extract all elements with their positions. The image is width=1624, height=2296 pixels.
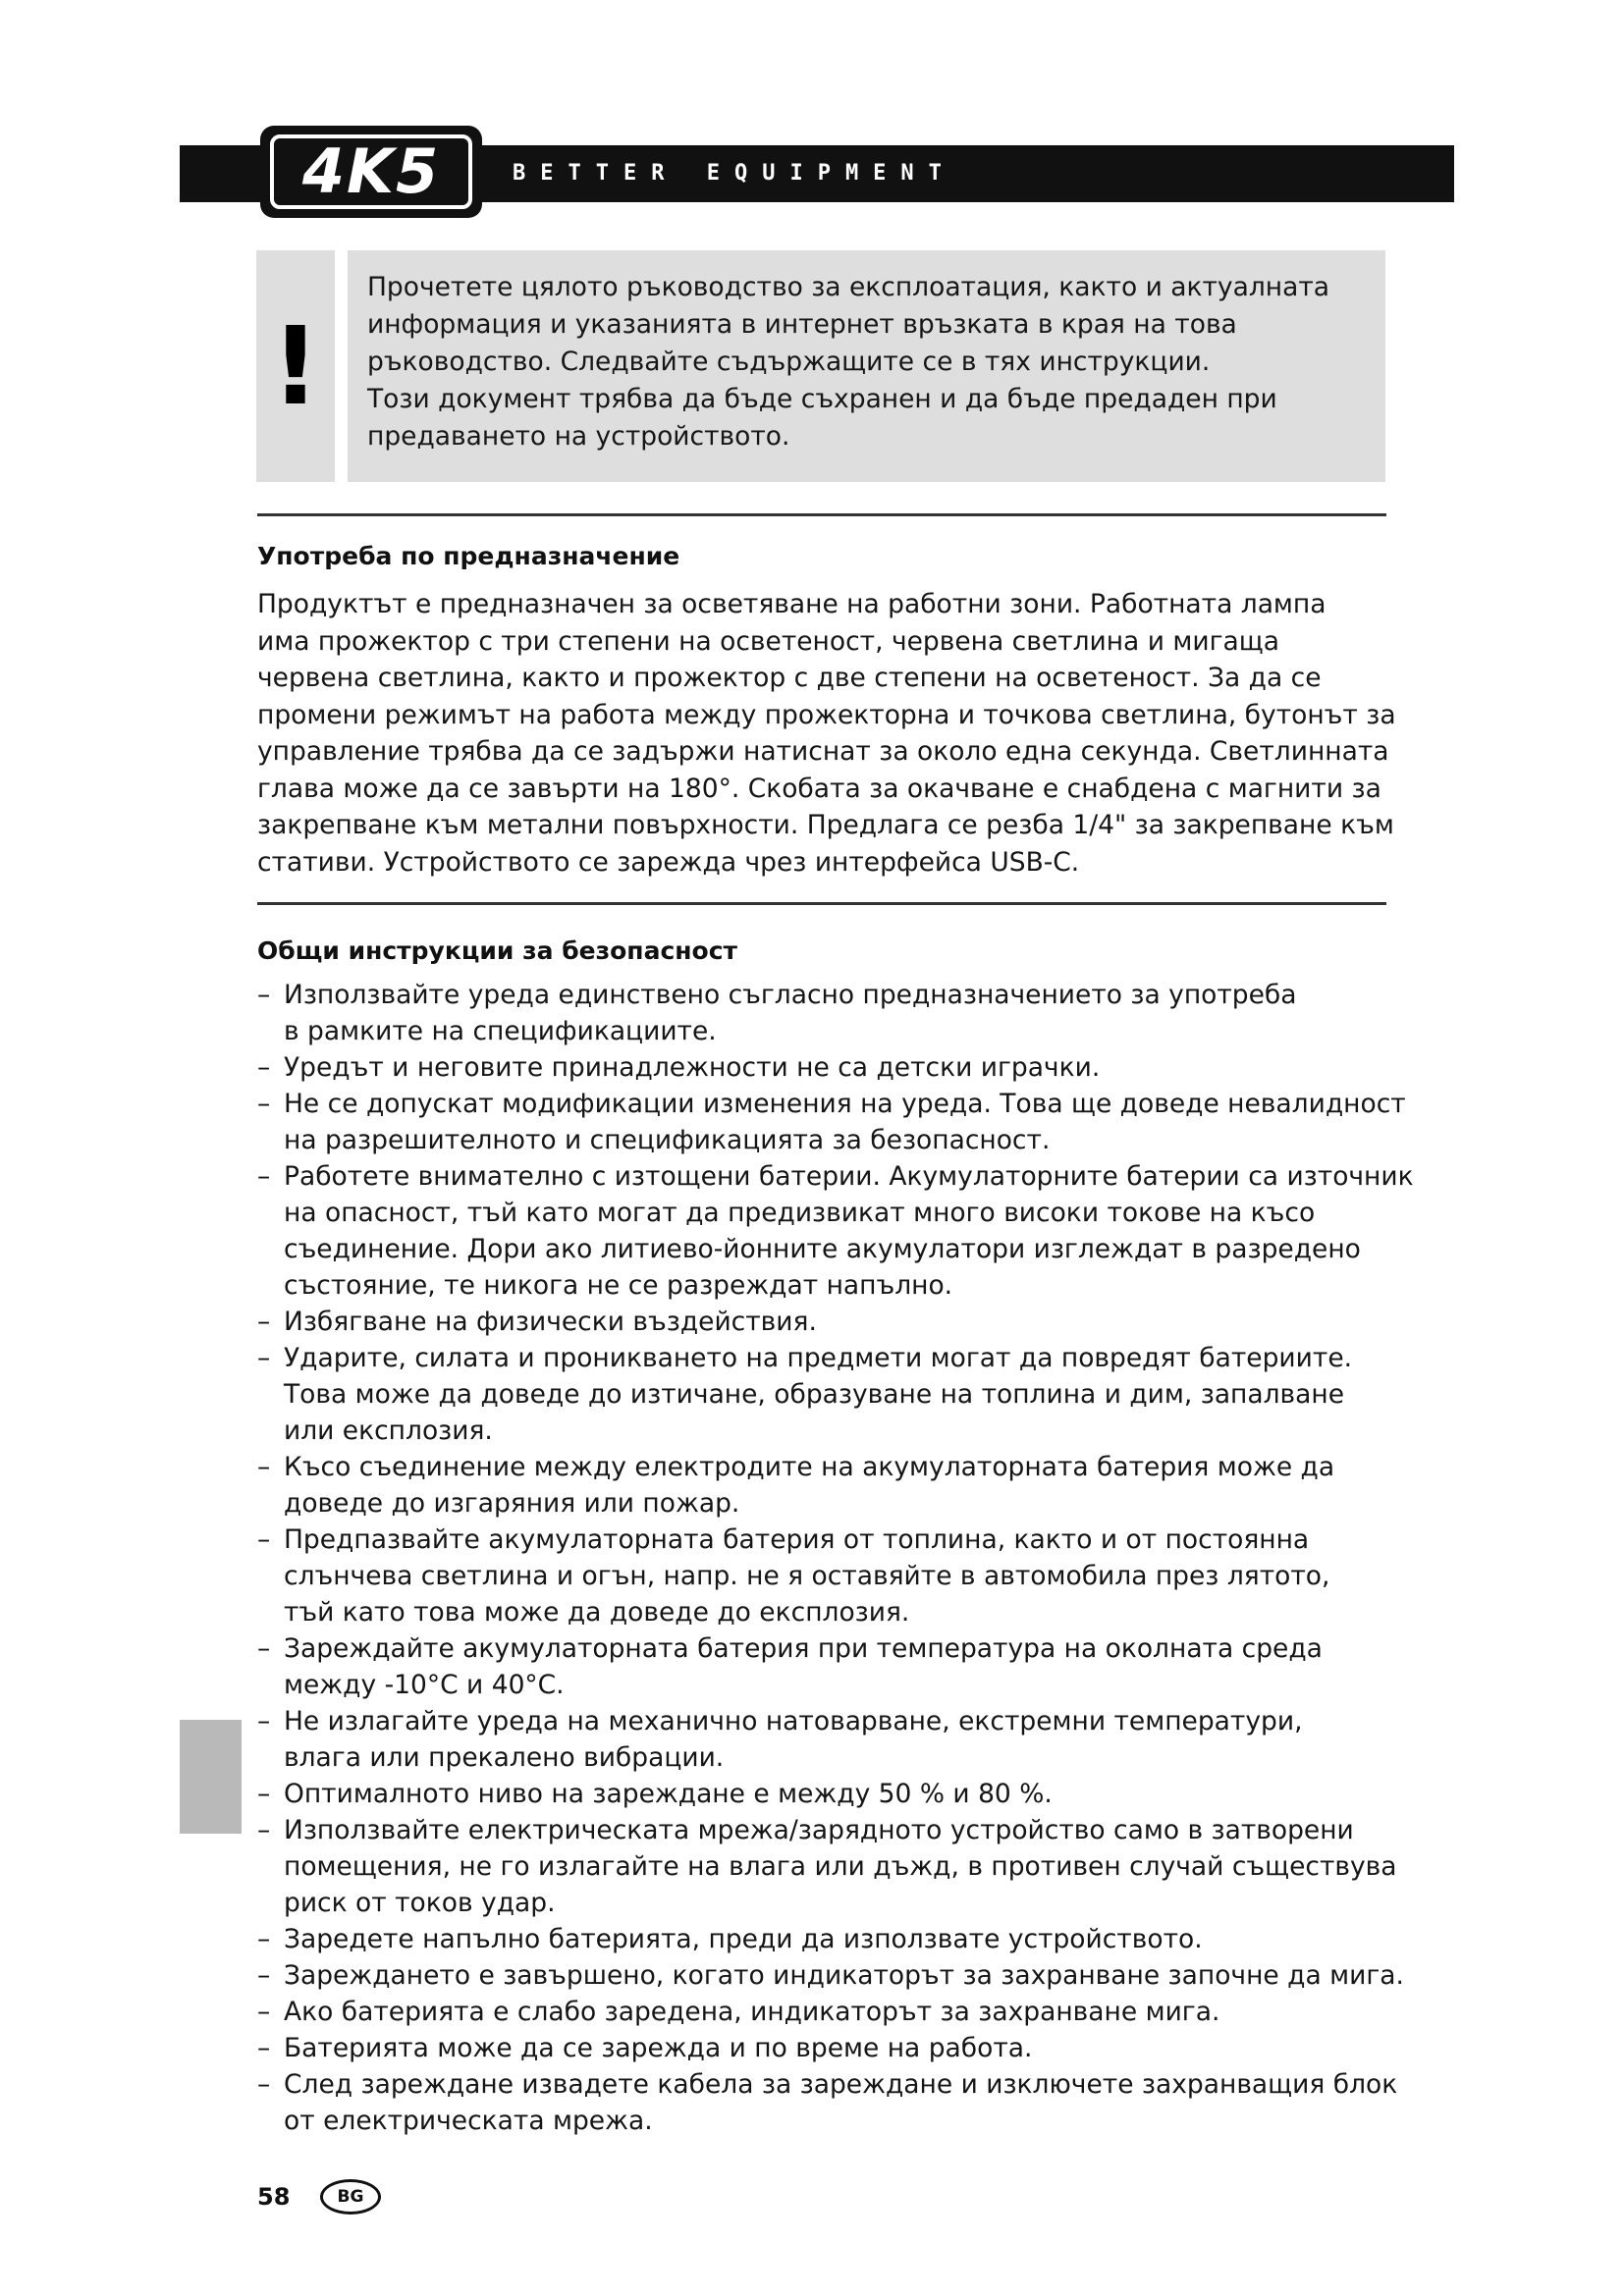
safety-list [257,977,1414,2139]
list-item-line: състояние, те никога не се разреждат напълно. [284,1270,953,1301]
language-badge: BG [320,2179,381,2215]
list-dash: – [257,1924,271,1954]
safety-list-item [257,1921,1386,1957]
list-dash: – [257,1307,271,1337]
paragraph-line: глава може да се завърти на 180°. Скобата за окачване е снабдена с магнити за [257,773,1381,804]
brand-tagline: BETTER EQUIPMENT [513,161,956,186]
paragraph-line: промени режимът на работа между прожекторна и точкова светлина, бутонът за [257,699,1396,730]
safety-list-item [257,1449,1386,1522]
list-dash: – [257,1633,271,1664]
safety-list-item [257,1812,1397,1921]
list-item-line: Не се допускат модификации изменения на уреда. Това ще доведе невалидност [284,1089,1406,1119]
list-item-text [284,1630,1386,1703]
paragraph-line: закрепване към метални повърхности. Предлага се резба 1/4" за закрепване към [257,810,1394,840]
warning-line: предаването на устройството. [367,421,790,452]
safety-list-item [257,1304,1386,1340]
list-item-line: Не излагайте уреда на механично натоварване, екстремни температури, [284,1706,1303,1736]
list-item-text [284,1086,1406,1158]
warning-notice [348,250,1385,482]
list-item-line: Късо съединение между електродите на акумулаторната батерия може да [284,1452,1335,1482]
list-item-text [284,1921,1386,1957]
safety-list-item [257,1340,1386,1449]
brand-logo [260,126,482,218]
list-dash: – [257,2069,271,2100]
warning-line: информация и указанията в интернет връзката в края на това [367,309,1237,340]
paragraph-line: има прожектор с три степени на осветеност, червена светлина и мигаща [257,625,1279,657]
list-item-line: риск от токов удар. [284,1888,556,1918]
safety-list-item [257,1158,1414,1304]
safety-list-item [257,2066,1398,2139]
list-dash: – [257,1452,271,1482]
list-dash: – [257,1161,271,1192]
paragraph-line: стативи. Устройството се зарежда чрез интерфейса USB-C. [257,846,1080,878]
intended-use-paragraph [257,586,1396,881]
list-item-line: Ако батерията е слабо заредена, индикаторът за захранване мига. [284,1997,1220,2027]
safety-list-item [257,977,1386,1049]
warning-line: ръководство. Следвайте съдържащите се в тях инструкции. [367,347,1211,377]
safety-list-item [257,2030,1386,2066]
exclamation-icon: ! [270,303,321,429]
list-item-line: влага или прекалено вибрации. [284,1742,725,1773]
list-item-text [284,1304,1386,1340]
section-divider [257,513,1386,516]
list-item-line: Зареждайте акумулаторната батерия при температура на околната среда [284,1633,1323,1664]
warning-line: Този документ трябва да бъде съхранен и да бъде предаден при [367,384,1277,414]
paragraph-line: управление трябва да се задържи натиснат за около една секунда. Светлинната [257,736,1389,767]
list-dash: – [257,980,271,1010]
logo-frame [270,134,472,209]
list-item-line: между -10°C и 40°C. [284,1670,565,1700]
list-item-line: доведе до изгаряния или пожар. [284,1488,740,1519]
list-item-line: тъй като това може да доведе до експлозия. [284,1597,910,1628]
safety-list-item [257,1994,1386,2030]
list-item-line: След зареждане извадете кабела за зареждане и изключете захранващия блок [284,2069,1398,2100]
list-dash: – [257,1779,271,1809]
list-item-line: Заредете напълно батерията, преди да използвате устройството. [284,1924,1203,1954]
list-dash: – [257,1815,271,1845]
list-item-line: на опасност, тъй като могат да предизвикат много високи токове на късо [284,1198,1316,1228]
list-dash: – [257,1706,271,1736]
safety-list-item [257,1049,1386,1086]
warning-icon-box [256,250,335,482]
list-item-line: или експлозия. [284,1415,493,1446]
list-item-line: Използвайте уреда единствено съгласно предназначението за употреба [284,980,1297,1010]
safety-list-item [257,1522,1386,1630]
safety-list-item [257,1086,1406,1158]
list-item-text [284,1049,1386,1086]
list-item-text [284,1994,1386,2030]
list-item-text [284,2030,1386,2066]
list-item-line: Зареждането е завършено, когато индикаторът за захранване започне да мига. [284,1960,1404,1991]
section-title-safety: Общи инструкции за безопасност [257,936,738,965]
paragraph-line: червена светлина, както и прожектор с две степени на осветеност. За да се [257,663,1322,693]
list-item-line: Използвайте електрическата мрежа/зарядното устройство само в затворени [284,1815,1354,1845]
list-item-text [284,1340,1386,1449]
section-title-intended-use: Употреба по предназначение [257,542,680,570]
list-item-line: в рамките на спецификациите. [284,1016,717,1046]
list-item-line: на разрешителното и спецификацията за безопасност. [284,1125,1051,1155]
list-item-line: Това може да доведе до изтичане, образуване на топлина и дим, запалване [284,1379,1345,1410]
list-item-text [284,2066,1397,2139]
section-divider [257,902,1386,905]
list-item-text [284,1812,1397,1921]
list-item-text [284,1703,1386,1776]
list-item-line: съединение. Дори ако литиево-йонните акумулатори изглеждат в разредено [284,1234,1361,1264]
warning-line: Прочетете цялото ръководство за експлоатация, както и актуалната [367,272,1330,302]
safety-list-item [257,1776,1386,1812]
list-dash: – [257,1089,271,1119]
list-item-text [284,1957,1404,1994]
list-item-text [284,1158,1414,1304]
list-dash: – [257,2033,271,2063]
list-item-line: помещения, не го излагайте на влага или дъжд, в противен случай съществува [284,1851,1397,1882]
list-item-line: Предпазвайте акумулаторната батерия от топлина, както и от постоянна [284,1524,1310,1555]
logo-text: 4K5 [301,135,441,207]
list-item-text [284,1776,1386,1812]
list-dash: – [257,1524,271,1555]
list-item-line: слънчева светлина и огън, напр. не я оставяйте в автомобила през лятото, [284,1561,1330,1591]
list-dash: – [257,1052,271,1083]
list-dash: – [257,1343,271,1373]
list-dash: – [257,1960,271,1991]
list-item-line: от електрическата мрежа. [284,2106,653,2136]
side-tab-marker [180,1720,242,1834]
list-item-text [284,1449,1386,1522]
safety-list-item [257,1630,1386,1703]
list-item-line: Работете внимателно с изтощени батерии. Акумулаторните батерии са източник [284,1161,1414,1192]
safety-list-item [257,1957,1404,1994]
list-item-line: Избягване на физически въздействия. [284,1307,817,1337]
paragraph-line: Продуктът е предназначен за осветяване на работни зони. Работната лампа [257,589,1326,619]
page-number: 58 [257,2183,291,2211]
safety-list-item [257,1703,1386,1776]
list-item-line: Ударите, силата и проникването на предмети могат да повредят батериите. [284,1343,1353,1373]
list-item-line: Оптималното ниво на зареждане е между 50 % и 80 %. [284,1779,1053,1809]
list-item-text [284,977,1386,1049]
list-item-line: Батерията може да се зарежда и по време на работа. [284,2033,1033,2063]
list-item-line: Уредът и неговите принадлежности не са детски играчки. [284,1052,1101,1083]
list-item-text [284,1522,1386,1630]
list-dash: – [257,1997,271,2027]
